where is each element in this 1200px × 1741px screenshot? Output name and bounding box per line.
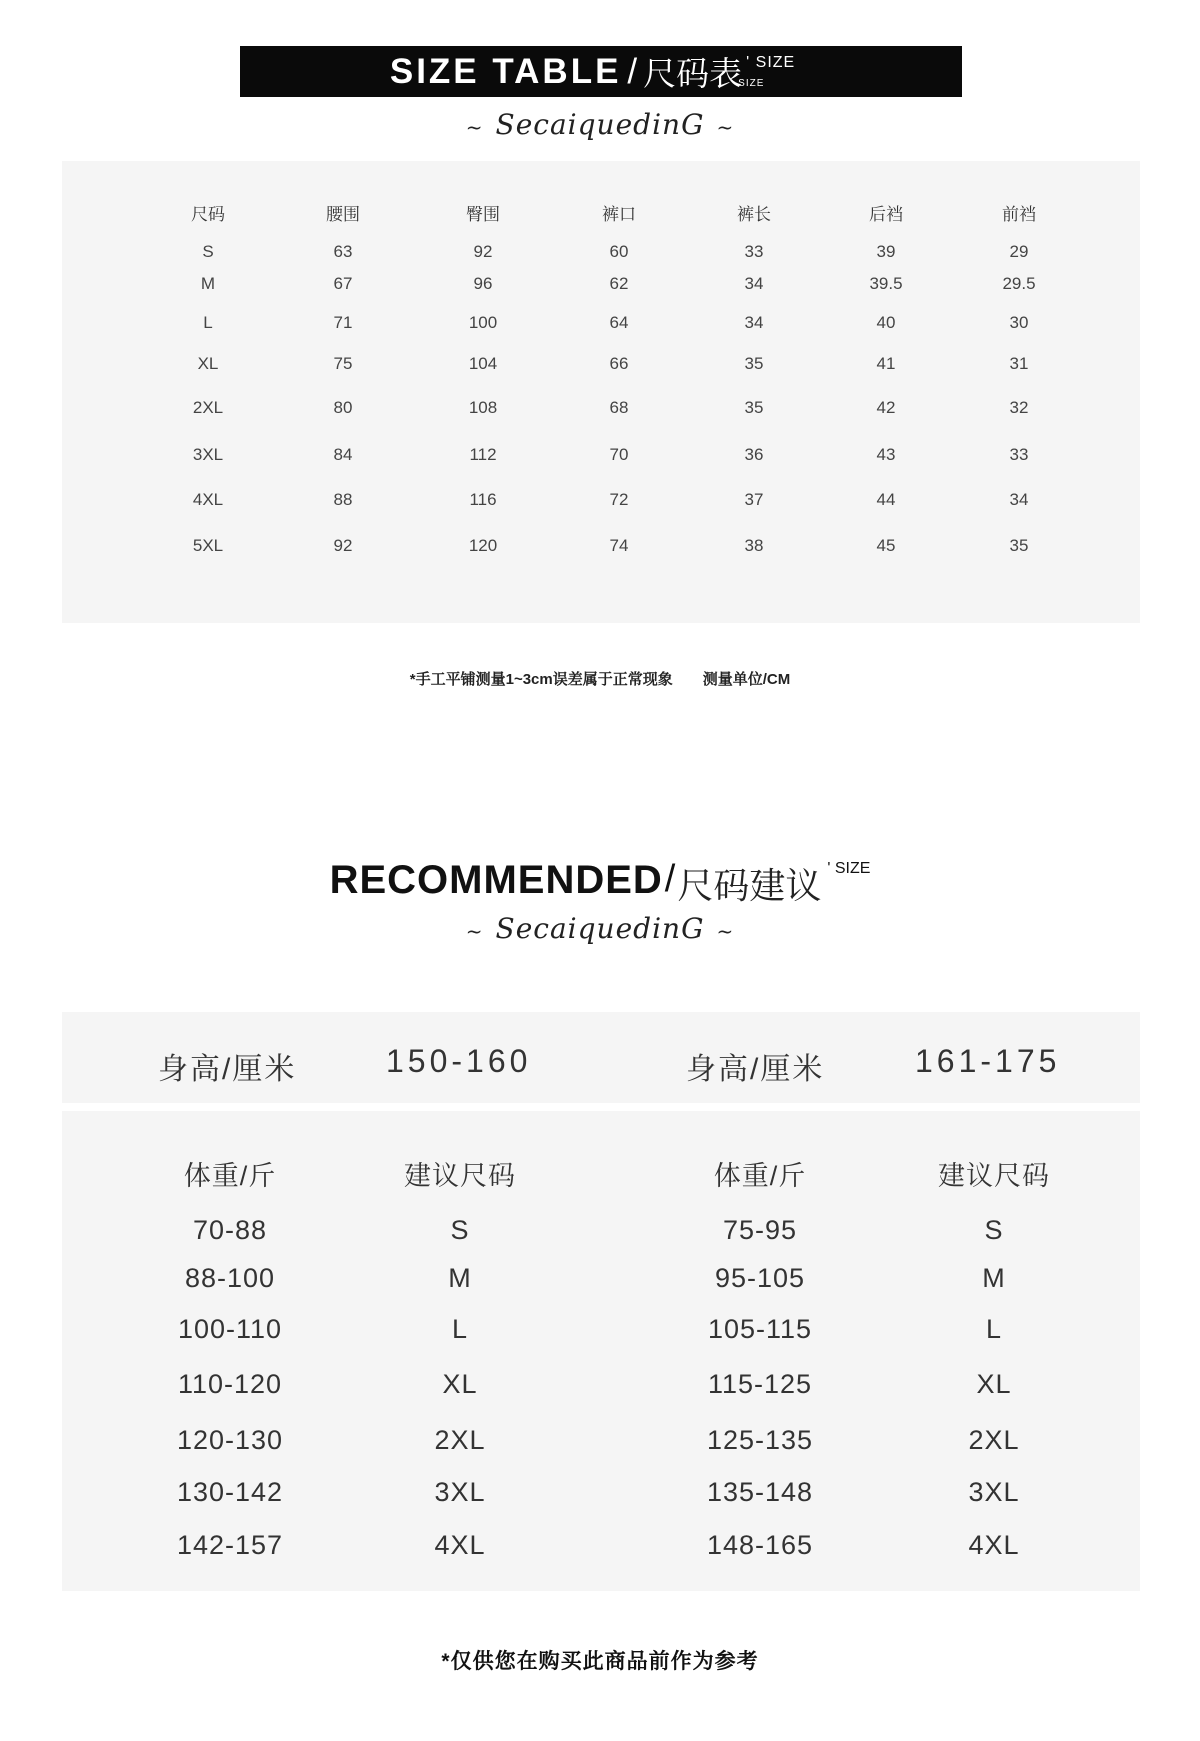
banner-sup-size-small: SIZE — [738, 78, 765, 89]
size-table-cell-hem: 60 — [609, 242, 629, 261]
weight-range-cell: 120-130 — [176, 1425, 284, 1455]
recommended-sup-size: ' SIZE — [827, 860, 871, 877]
size-table-header-hem: 裤口 — [602, 205, 636, 224]
suggested-size-column-header: 建议尺码 — [938, 1161, 1050, 1191]
size-table-cell-waist: 80 — [333, 398, 353, 417]
size-table-cell-hip: 104 — [468, 354, 498, 373]
size-table-cell-front-rise: 34 — [1009, 490, 1029, 509]
weight-range-cell: 88-100 — [184, 1263, 276, 1293]
banner-sup-group — [738, 46, 812, 97]
size-table-cell-hip: 112 — [469, 445, 497, 464]
brand-signature-bottom: ~ SecaiquedinG ~ — [465, 912, 735, 945]
weight-range-cell: 142-157 — [176, 1530, 284, 1560]
height-label-right: 身高/厘米 — [686, 1053, 825, 1086]
size-table-cell-length: 38 — [744, 536, 764, 555]
size-table-cell-back-rise: 41 — [876, 354, 896, 373]
size-table-cell-hip: 100 — [468, 313, 498, 332]
brand-name: SecaiquedinG — [495, 108, 705, 141]
suggested-size-column-header: 建议尺码 — [404, 1161, 516, 1191]
size-table-cell-hem: 74 — [609, 536, 629, 555]
height-range-left: 150-160 — [386, 1043, 532, 1079]
banner-slash: / — [627, 51, 638, 91]
size-table-cell-hip: 116 — [469, 490, 497, 509]
size-table-cell-length: 33 — [744, 242, 764, 261]
weight-range-cell: 148-165 — [706, 1530, 814, 1560]
size-table-cell-front-rise: 35 — [1009, 536, 1029, 555]
size-table-cell-back-rise: 44 — [876, 490, 896, 509]
suggested-size-cell: M — [982, 1263, 1006, 1293]
weight-range-cell: 115-125 — [707, 1369, 813, 1399]
brand-signature-top: ~ SecaiquedinG ~ — [465, 108, 735, 141]
size-table-cell-hip: 92 — [473, 242, 493, 261]
weight-range-cell: 130-142 — [176, 1477, 284, 1507]
suggested-size-cell: 2XL — [434, 1425, 486, 1455]
weight-range-cell: 125-135 — [706, 1425, 814, 1455]
suggested-size-cell: 3XL — [434, 1477, 486, 1507]
reference-note: *仅供您在购买此商品前作为参考 — [441, 1650, 759, 1673]
size-table-cell-front-rise: 31 — [1009, 354, 1029, 373]
size-table-cell-front-rise: 29 — [1009, 242, 1029, 261]
size-table-cell-front-rise: 29.5 — [1002, 274, 1036, 293]
suggested-size-cell: L — [451, 1314, 469, 1344]
suggested-size-cell: 3XL — [968, 1477, 1020, 1507]
weight-range-cell: 95-105 — [714, 1263, 806, 1293]
recommended-title-zh: 尺码建议 — [677, 866, 822, 907]
height-range-right: 161-175 — [915, 1043, 1061, 1079]
size-table-cell-back-rise: 42 — [876, 398, 896, 417]
size-table-header-back-rise: 后裆 — [869, 205, 903, 224]
size-table-cell-hip: 108 — [468, 398, 498, 417]
size-table-cell-waist: 67 — [333, 274, 353, 293]
size-table-cell-size: 3XL — [192, 445, 224, 464]
suggested-size-cell: S — [984, 1215, 1004, 1245]
size-table-banner — [240, 46, 962, 97]
weight-column-header: 体重/斤 — [713, 1161, 807, 1191]
size-table-cell-hem: 66 — [609, 354, 629, 373]
weight-range-cell: 75-95 — [722, 1215, 798, 1245]
size-table-cell-size: 5XL — [192, 536, 224, 555]
banner-sup-size: ' SIZE — [746, 54, 796, 71]
size-table-cell-size: XL — [197, 354, 219, 373]
recommended-title-en: RECOMMENDED — [329, 858, 663, 902]
size-table-cell-length: 35 — [744, 354, 764, 373]
recommended-title — [0, 858, 1200, 909]
weight-column-header: 体重/斤 — [183, 1161, 277, 1191]
size-table-header-hip: 臀围 — [466, 205, 500, 224]
suggested-size-cell: 2XL — [968, 1425, 1020, 1455]
recommended-slash: / — [664, 858, 676, 900]
size-table-cell-hem: 62 — [609, 274, 629, 293]
suggested-size-cell: L — [985, 1314, 1003, 1344]
weight-range-cell: 70-88 — [192, 1215, 268, 1245]
size-table-cell-length: 34 — [744, 274, 764, 293]
size-table-cell-waist: 75 — [333, 354, 353, 373]
suggested-size-cell: M — [448, 1263, 472, 1293]
suggested-size-cell: 4XL — [968, 1530, 1020, 1560]
weight-range-cell: 135-148 — [706, 1477, 814, 1507]
size-table-cell-size: 2XL — [192, 398, 224, 417]
suggested-size-cell: S — [450, 1215, 470, 1245]
size-table-cell-back-rise: 39.5 — [869, 274, 903, 293]
size-table-cell-back-rise: 40 — [876, 313, 896, 332]
size-table-header-length: 裤长 — [737, 205, 771, 224]
size-table-cell-size: S — [202, 242, 214, 261]
size-table-cell-waist: 71 — [333, 313, 353, 332]
weight-range-cell: 100-110 — [177, 1314, 283, 1344]
size-table-cell-front-rise: 30 — [1009, 313, 1029, 332]
size-table-header-size: 尺码 — [191, 205, 225, 224]
banner-title-zh: 尺码表 — [643, 54, 743, 93]
size-table-cell-length: 37 — [744, 490, 764, 509]
size-table-cell-front-rise: 33 — [1009, 445, 1029, 464]
suggested-size-cell: XL — [976, 1369, 1012, 1399]
size-table-cell-waist: 88 — [333, 490, 353, 509]
size-table-header-waist: 腰围 — [326, 205, 360, 224]
brand-name: SecaiquedinG — [495, 912, 705, 945]
size-table-cell-length: 36 — [744, 445, 764, 464]
weight-range-cell: 105-115 — [707, 1314, 813, 1344]
size-table-cell-length: 34 — [744, 313, 764, 332]
measurement-note: *手工平铺测量1~3cm误差属于正常现象 测量单位/CM — [409, 671, 791, 688]
size-table-cell-hem: 72 — [609, 490, 629, 509]
size-table-cell-hem: 68 — [609, 398, 629, 417]
size-table-cell-hem: 64 — [609, 313, 629, 332]
weight-range-cell: 110-120 — [177, 1369, 283, 1399]
size-table-cell-size: M — [200, 274, 216, 293]
size-table-cell-hem: 70 — [609, 445, 629, 464]
size-table-cell-hip: 120 — [468, 536, 498, 555]
size-table-cell-size: 4XL — [192, 490, 224, 509]
size-table-cell-hip: 96 — [473, 274, 493, 293]
height-label-left: 身高/厘米 — [158, 1053, 297, 1086]
size-table-cell-front-rise: 32 — [1009, 398, 1029, 417]
size-table-cell-waist: 84 — [333, 445, 353, 464]
size-table-cell-size: L — [203, 313, 213, 332]
suggested-size-cell: 4XL — [434, 1530, 486, 1560]
size-table-cell-waist: 92 — [333, 536, 353, 555]
size-table-cell-back-rise: 45 — [876, 536, 896, 555]
size-table-header-front-rise: 前裆 — [1002, 205, 1036, 224]
size-table-cell-waist: 63 — [333, 242, 353, 261]
size-table-cell-back-rise: 39 — [876, 242, 896, 261]
size-table-cell-length: 35 — [744, 398, 764, 417]
size-table-cell-back-rise: 43 — [876, 445, 896, 464]
suggested-size-cell: XL — [442, 1369, 478, 1399]
banner-title: SIZE TABLE — [389, 51, 622, 91]
